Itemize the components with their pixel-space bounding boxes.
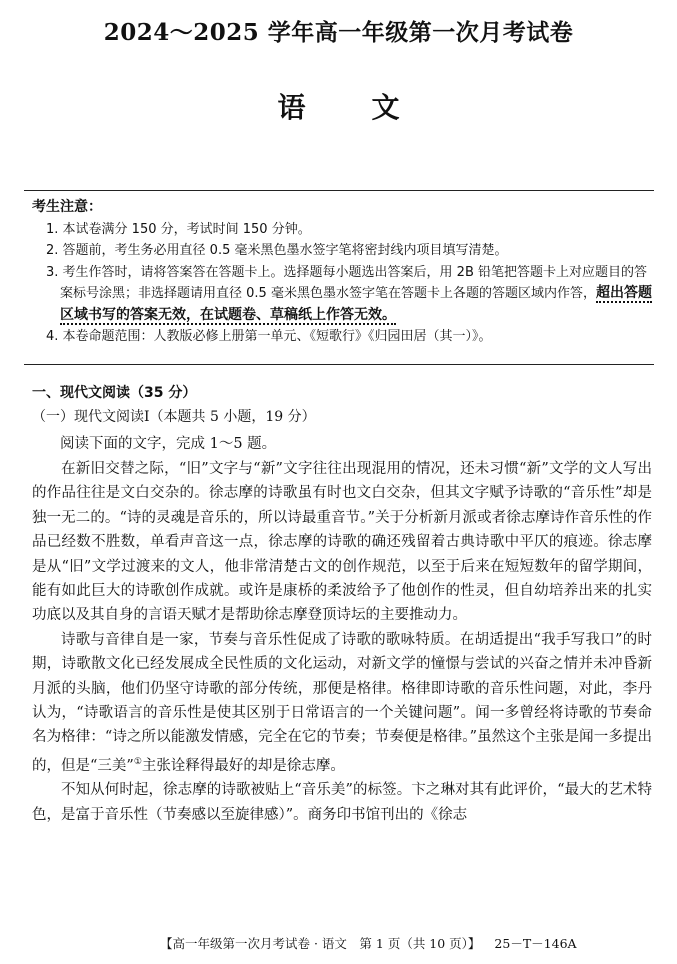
footnote-marker: ①	[133, 756, 142, 767]
passage-paragraph-3: 不知从何时起，徐志摩的诗歌被贴上“音乐美”的标签。卞之琳对其有此评价，“最大的艺术特色，是富于音乐性（节奏感以至旋律感）”。商务印书馆刊出的《徐志	[32, 782, 652, 823]
footer-label: 【高一年级第一次月考试卷 · 语文 第 1 页（共 10 页）】	[160, 936, 481, 951]
page-footer	[160, 934, 660, 952]
exam-title: 2024～2025 学年高一年级第一次月考试卷	[103, 19, 574, 46]
passage-paragraph-2-part-a: 诗歌与音律自是一家，节奏与音乐性促成了诗歌的歌咏特质。在胡适提出“我手写我口”的时期，诗歌散文化已经发展成全民性质的文化运动，对新文学的憧憬与尝试的兴奋之情并未冲昏新月派的头脑，他们仍坚守诗歌的部分传统，那便是格律。格律即诗歌的音乐性问题，对此，李丹认为，“诗歌语言的音乐性是使其区别于日常语言的一个关键问题”。闻一多曾经将诗歌的节奏命名为格律：“诗之所以能激发情感，完全在它的节奏；节奏便是格律。”虽然这个主张是闻一多提出的，但是“三美”	[32, 631, 652, 774]
section-heading: 一、现代文阅读（35 分）	[32, 385, 197, 401]
passage-paragraph-2	[32, 628, 652, 778]
passage-paragraph-2-part-b: 主张诠释得最好的却是徐志摩。	[141, 757, 345, 774]
notice-box	[32, 197, 652, 348]
divider-top	[24, 190, 654, 191]
reading-passage	[32, 457, 652, 827]
notice-item-3	[32, 262, 652, 327]
notice-item-3-emphasis: 超出答题区域书写的答案无效，在试题卷、草稿纸上作答无效。	[60, 285, 652, 323]
notice-item-1: 1. 本试卷满分 150 分，考试时间 150 分钟。	[46, 221, 311, 237]
notice-item-3-text: 3. 考生作答时，请将答案答在答题卡上。选择题每小题选出答案后，用 2B 铅笔把答题卡上对应题目的答案标号涂黑；非选择题请用直径 0.5 毫米黑色墨水签字笔在答题卡上各题的答题区域内作答，	[46, 264, 647, 301]
subsection-heading: （一）现代文阅读Ⅰ（本题共 5 小题，19 分）	[32, 409, 316, 425]
notice-heading: 考生注意：	[32, 199, 102, 215]
subject-title: 语文	[277, 91, 466, 124]
notice-item-2: 2. 答题前，考生务必用直径 0.5 毫米黑色墨水签字笔将密封线内项目填写清楚。	[46, 243, 508, 258]
divider-bottom	[24, 364, 654, 365]
footer-code: 25－T－146A	[494, 936, 577, 951]
reading-instruction: 阅读下面的文字，完成 1～5 题。	[60, 436, 277, 452]
notice-item-4: 4. 本卷命题范围：人教版必修上册第一单元、《短歌行》《归园田居（其一）》。	[46, 329, 492, 344]
passage-paragraph-1: 在新旧交替之际，“旧”文字与“新”文字往往出现混用的情况，还未习惯“新”文学的文人写出的作品往往是文白交杂的。徐志摩的诗歌虽有时也文白交杂，但其文字赋予诗歌的“音乐性”却是独一无二的。“诗的灵魂是音乐的，所以诗最重音节。”关于分析新月派或者徐志摩诗作音乐性的作品已经数不胜数，单看声音这一点，徐志摩的诗歌的确还残留着古典诗歌中平仄的痕迹。徐志摩是从“旧”文学过渡来的文人，他非常清楚古文的创作规范，以至于后来在短短数年的留学期间，能有如此巨大的诗歌创作成就。或许是康桥的柔波给予了他创作的性灵，但自幼培养出来的扎实功底以及其自身的言语天赋才是帮助徐志摩登顶诗坛的主要推动力。	[32, 461, 652, 624]
